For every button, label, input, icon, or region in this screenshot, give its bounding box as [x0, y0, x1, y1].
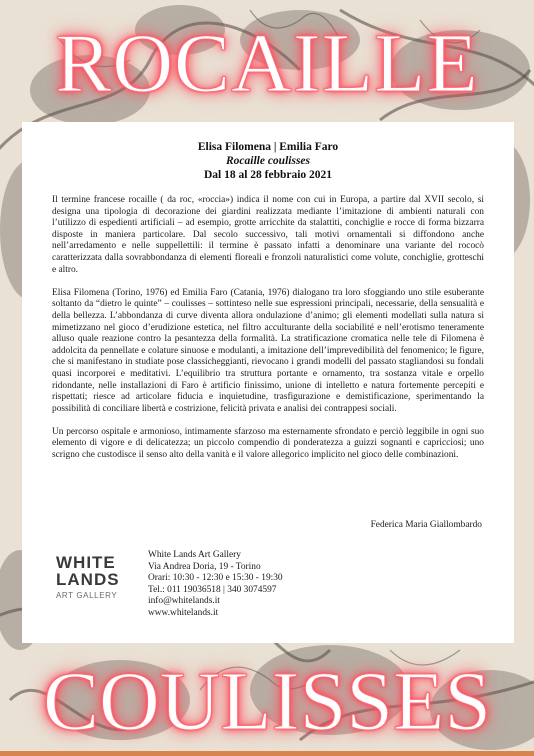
logo-line-1: WHITE	[56, 553, 116, 572]
hero-title-top: ROCAILLE	[55, 17, 479, 110]
press-text	[52, 195, 484, 473]
logo-line-3: ART GALLERY	[56, 591, 118, 600]
artists-line: Elisa Filomena | Emilia Faro	[197, 141, 339, 153]
gallery-website[interactable]: www.whitelands.it	[148, 607, 219, 618]
exhibition-header	[22, 140, 514, 182]
paragraph-3: Un percorso ospitale e armonioso, intimamente sfarzoso ma esternamente sfrondato e perciò leggibile in ogni suo elemento di vigore e di delicatezza; un piccolo compendio di ponderatezza a guizzi sognanti e capricciosi; uno scrigno che custodisce il senso alto della vanità e il valore allegorico implicito nel gioco delle combinazioni.	[52, 426, 484, 461]
paragraph-1: Il termine francese rocaille ( da roc, «roccia») indica il nome con cui in Europa, a partire dal XVII secolo, si designa una tipologia di decorazione dei giardini realizzata mediante l’imitazione di ambienti naturali con l’utilizzo di espedienti artificiali – ad esempio, grotte arricchite da stalattiti, conchiglie e rocce di forma bizzarra disposte in maniera particolare. Dal secolo successivo, tali motivi ornamentali si diffondono anche nell’arredamento e nelle suppellettili: il termine è passato infatti a denominare una variante del rococò caratterizzata dalla sovrabbondanza di elementi floreali e fronzoli naturalistici come volute, conchiglie, grotteschi e altro.	[52, 195, 484, 275]
logo-line-2: LANDS	[56, 570, 120, 589]
author-signature: Federica Maria Giallombardo	[370, 520, 482, 530]
hero-title-bottom: COULISSES	[42, 655, 492, 748]
bottom-accent-strip	[0, 751, 534, 756]
dates-line: Dal 18 al 28 febbraio 2021	[203, 169, 333, 181]
gallery-address: Via Andrea Doria, 19 - Torino	[148, 561, 261, 572]
gallery-logo	[56, 554, 146, 600]
gallery-contact	[148, 550, 283, 620]
gallery-phone: Tel.: 011 19036518 | 340 3074597	[148, 584, 277, 595]
paragraph-2: Elisa Filomena (Torino, 1976) ed Emilia Faro (Catania, 1976) dialogano tra loro sfoggiando uno stile esuberante soltanto da “dietro le quinte” – coulisses – sottinteso nelle sue espressioni principali, necessarie, della sensualità e della bellezza. L’abbondanza di curve diventa allora ondulazione d’animo; gli elementi modellati sulla natura si mimetizzano nel gioco d’erudizione estetica, nel filtro acculturante della sociabilité e nell’erotismo teneramente alluso quale reazione contro la pesantezza della formalità. La stratificazione cromatica nelle tele di Filomena è addolcita da pennellate e colature sinuose e modulanti, a imitazione dell’imprevedibilità del fenomenico; le figure, che si manifestano in studiate pose classicheggianti, rievocano i grandi modelli del passato stagliandosi su fondali quasi incorporei e meditativi. L’equilibrio tra struttura portante e ornamento, tra sostanza vitale e orpello ridondante, nelle installazioni di Faro è artificio finissimo, unione di intelletto e natura fortemente percepiti e rispettati; riesce ad articolare fiducia e inquietudine, trasfigurazione e demistificazione, sperimentando la possibilità di conciliare libertà e costrizione, felicità privata e analisi dei contrappesi sociali.	[52, 287, 484, 414]
gallery-email[interactable]: info@whitelands.it	[148, 596, 220, 607]
info-card	[22, 122, 514, 643]
show-title: Rocaille coulisses	[225, 155, 310, 167]
gallery-name: White Lands Art Gallery	[148, 550, 241, 560]
gallery-hours: Orari: 10:30 - 12:30 e 15:30 - 19:30	[148, 573, 283, 584]
